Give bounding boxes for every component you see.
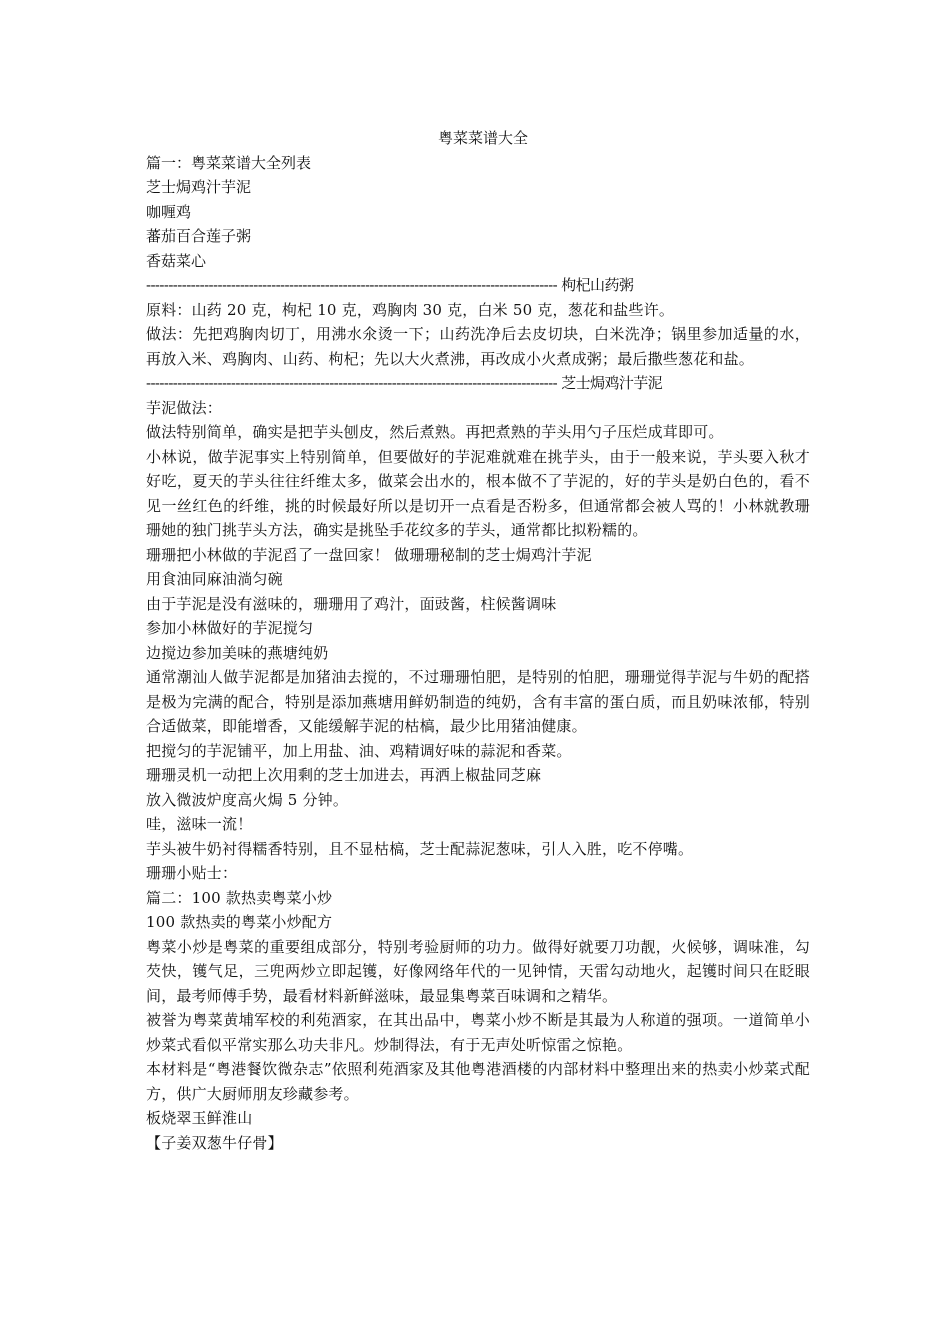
paragraph: 边搅边参加美味的燕塘纯奶	[146, 643, 329, 662]
paragraph: 做法：先把鸡胸肉切丁，用沸水氽烫一下；山药洗净后去皮切块，白米洗净；锅里参加适量的水，再放入米、鸡胸肉、山药、枸杞；先以大火煮沸，再改成小火煮成粥；最后撒些葱花和盐。	[146, 325, 810, 368]
paragraph: 把搅匀的芋泥铺平，加上用盐、油、鸡精调好味的蒜泥和香菜。	[146, 741, 572, 760]
paragraph: 板烧翠玉鲜淮山	[146, 1109, 253, 1127]
paragraph: 被誉为粤菜黄埔军校的利苑酒家，在其出品中，粤菜小炒不断是其最为人称道的强项。一道简单小炒菜式看似平常实那么功夫非凡。炒制得法，有于无声处听惊雷之惊艳。	[146, 1011, 810, 1054]
paragraph: 珊珊把小林做的芋泥舀了一盘回家！ 做珊珊秘制的芝士焗鸡汁芋泥	[146, 545, 592, 564]
paragraph: 珊珊小贴士：	[146, 864, 238, 882]
document-title: 粤菜菜谱大全	[437, 129, 528, 147]
document-text	[146, 151, 810, 1156]
paragraph: 原料：山药 20 克，枸杞 10 克，鸡胸肉 30 克，白米 50 克，葱花和盐些许。	[146, 300, 675, 319]
list-item: 芝士焗鸡汁芋泥	[146, 178, 252, 196]
list-item: 蕃茄百合莲子粥	[146, 227, 252, 245]
paragraph: 粤菜小炒是粤菜的重要组成部分，特别考验厨师的功力。做得好就要刀功靓，火候够，调味准，勾芡快，镬气足，三兜两炒立即起镬，好像网络年代的一见钟情，天雷勾动地火，起镬时间只在眨眼间，最考师傅手势，最看材料新鲜滋味，最显集粤菜百味调和之精华。	[146, 937, 810, 1005]
list-item: 咖喱鸡	[146, 202, 192, 221]
separator-recipe-heading: -------------------------------------------------------------------------------------------- 芝士焗鸡汁芋泥	[146, 374, 663, 392]
paragraph: 芋头被牛奶衬得糯香特别，且不显枯槁，芝士配蒜泥葱味，引人入胜，吃不停嘴。	[146, 839, 694, 858]
section-heading-1: 篇一：粤菜菜谱大全列表	[146, 153, 312, 172]
paragraph: 【子姜双葱牛仔骨】	[146, 1133, 283, 1152]
section-heading-2: 篇二：100 款热卖粤菜小炒	[146, 888, 333, 907]
paragraph: 放入微波炉度高火焗 5 分钟。	[146, 790, 349, 809]
paragraph: 通常潮汕人做芋泥都是加猪油去搅的，不过珊珊怕肥，是特别的怕肥，珊珊觉得芋泥与牛奶的配搭是极为完满的配合，特别是添加燕塘用鲜奶制造的纯奶，含有丰富的蛋白质，而且奶味浓郁，特别合适做菜，即能增香，又能缓解芋泥的枯槁，最少比用猪油健康。	[146, 668, 810, 735]
paragraph: 小林说，做芋泥事实上特别简单，但要做好的芋泥难就难在挑芋头，由于一般来说，芋头要入秋才好吃，夏天的芋头往往纤维太多，做菜会出水的，根本做不了芋泥的，好的芋头是奶白色的，看不见一丝红色的纤维，挑的时候最好所以是切开一点看是否粉多，但通常都会被人骂的！小林就教珊珊她的独门挑芋头方法，确实是挑坠手花纹多的芋头，通常都比拟粉糯的。	[146, 447, 810, 539]
paragraph: 100 款热卖的粤菜小炒配方	[146, 913, 333, 931]
paragraph: 哇，滋味一流！	[146, 815, 253, 833]
paragraph: 本材料是“粤港餐饮微杂志”依照利苑酒家及其他粤港酒楼的内部材料中整理出来的热卖小炒菜式配方，供广大厨师朋友珍藏参考。	[146, 1060, 810, 1103]
list-item: 香菇菜心	[146, 251, 207, 270]
paragraph: 由于芋泥是没有滋味的，珊珊用了鸡汁，面豉酱，柱候酱调味	[146, 594, 557, 613]
document-body	[146, 126, 810, 1155]
paragraph: 用食油同麻油淌匀碗	[146, 570, 283, 588]
paragraph: 参加小林做好的芋泥搅匀	[146, 619, 314, 637]
paragraph: 做法特别简单，确实是把芋头刨皮，然后煮熟。再把煮熟的芋头用勺子压烂成茸即可。	[146, 423, 724, 441]
paragraph: 芋泥做法：	[146, 398, 223, 417]
paragraph: 珊珊灵机一动把上次用剩的芝士加进去，再洒上椒盐同芝麻	[146, 766, 542, 784]
separator-recipe-heading: -------------------------------------------------------------------------------------------- 枸杞山药粥	[146, 276, 634, 294]
